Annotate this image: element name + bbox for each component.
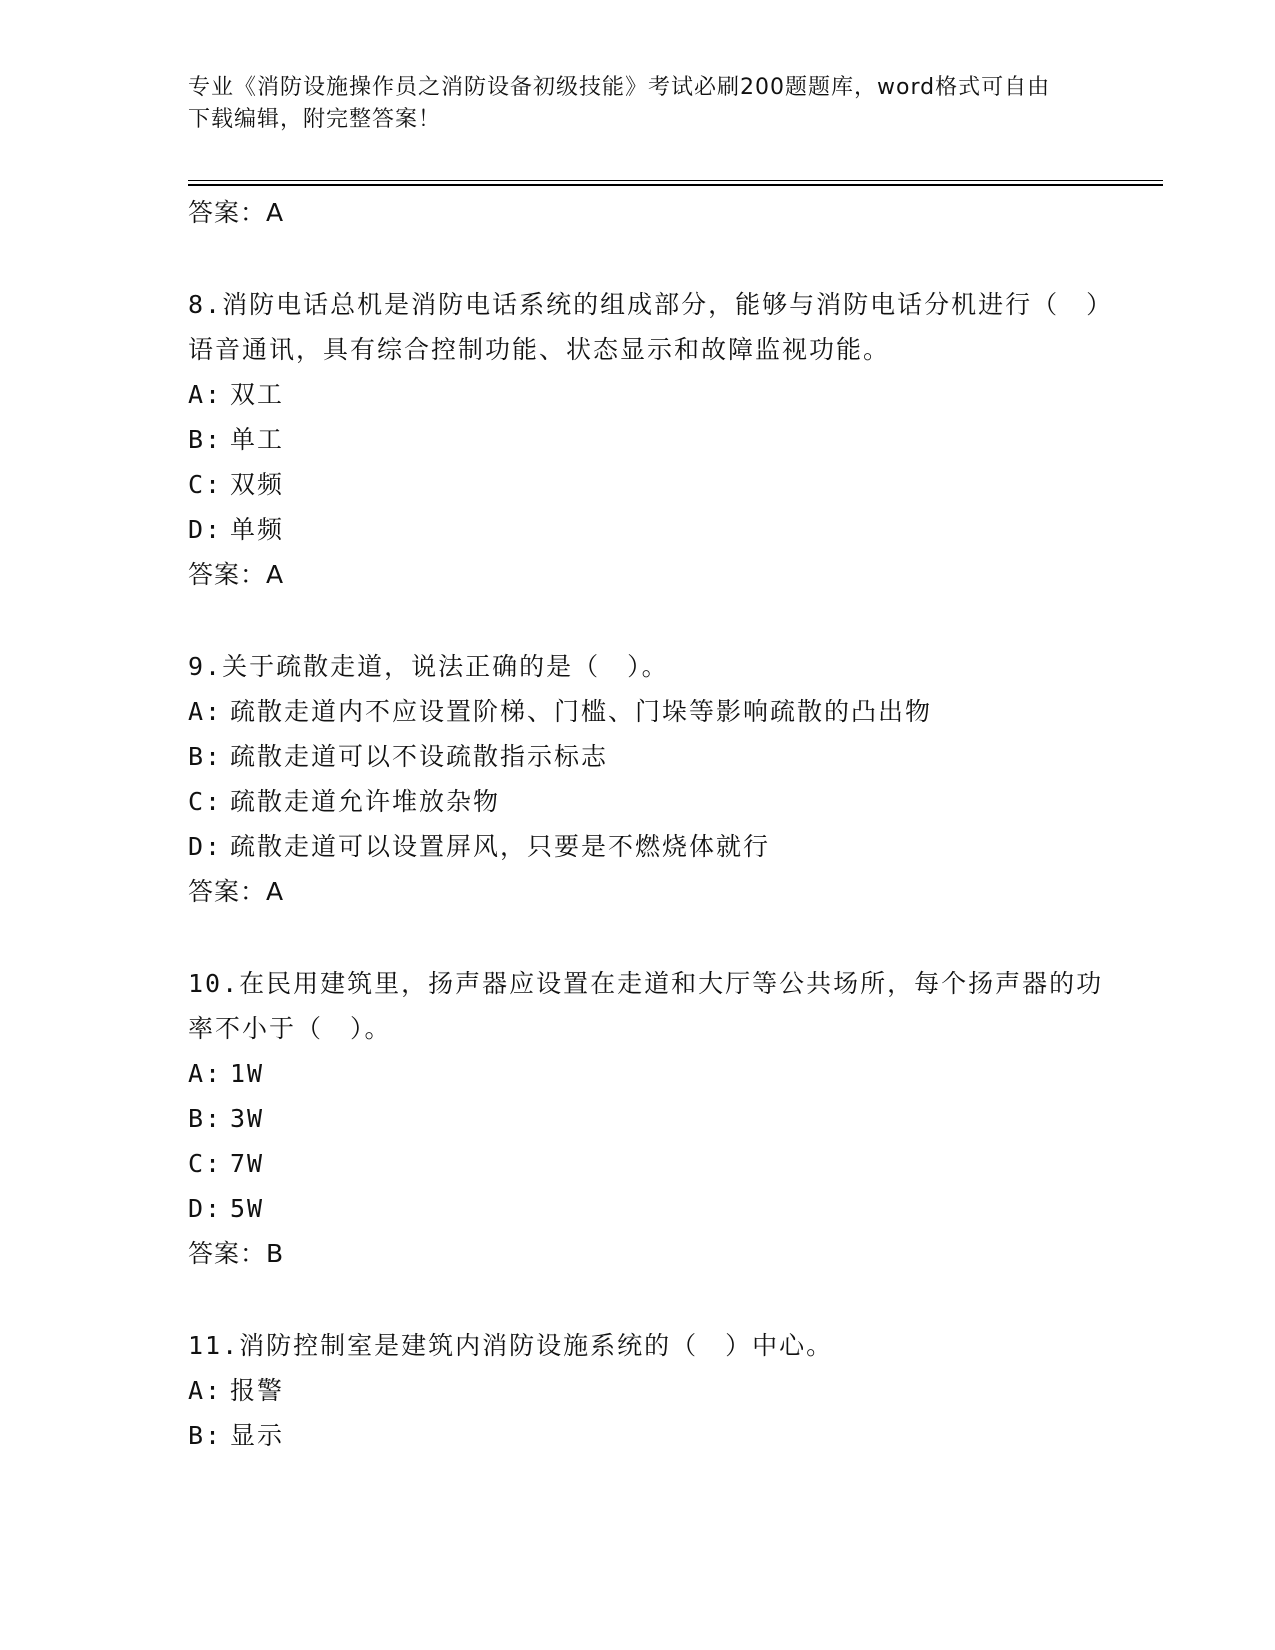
header-rule-thin <box>188 180 1163 181</box>
option-letter: C: <box>188 787 223 816</box>
option-a <box>188 1368 1108 1413</box>
option-d <box>188 1186 1108 1231</box>
option-text: 5W <box>230 1194 265 1223</box>
option-text: 单工 <box>230 425 285 454</box>
option-b <box>188 1413 1108 1458</box>
question-9: 9.关于疏散走道，说法正确的是（ ）。 <box>188 652 669 681</box>
option-d <box>188 507 1108 552</box>
answer-line: 答案：A <box>188 198 285 227</box>
option-a <box>188 1051 1108 1096</box>
option-letter: A: <box>188 1059 223 1088</box>
option-text: 疏散走道内不应设置阶梯、门槛、门垛等影响疏散的凸出物 <box>230 697 933 726</box>
option-letter: D: <box>188 515 223 544</box>
option-letter: A: <box>188 380 223 409</box>
option-b <box>188 417 1108 462</box>
question-11: 11.消防控制室是建筑内消防设施系统的（ ）中心。 <box>188 1331 834 1360</box>
document-header: 专业《消防设施操作员之消防设备初级技能》考试必刷200题题库，word格式可自由下载编辑，附完整答案！ <box>188 75 1051 132</box>
option-c <box>188 779 1108 824</box>
option-letter: C: <box>188 470 223 499</box>
answer-line: 答案：A <box>188 877 285 906</box>
option-text: 双频 <box>230 470 285 499</box>
option-a <box>188 689 1108 734</box>
question-8: 8.消防电话总机是消防电话系统的组成部分，能够与消防电话分机进行（ ）语音通讯，具有综合控制功能、状态显示和故障监视功能。 <box>188 290 1101 364</box>
option-text: 显示 <box>230 1421 285 1450</box>
option-text: 疏散走道可以设置屏风，只要是不燃烧体就行 <box>230 832 771 861</box>
option-letter: B: <box>188 1421 223 1450</box>
option-a <box>188 372 1108 417</box>
option-letter: C: <box>188 1149 223 1178</box>
document-body <box>188 190 1108 1458</box>
option-b <box>188 734 1108 779</box>
option-letter: D: <box>188 832 223 861</box>
option-text: 7W <box>230 1149 265 1178</box>
answer-line: 答案：A <box>188 560 285 589</box>
option-letter: B: <box>188 742 223 771</box>
question-10: 10.在民用建筑里，扬声器应设置在走道和大厅等公共场所，每个扬声器的功率不小于（ ）。 <box>188 969 1104 1043</box>
option-text: 疏散走道允许堆放杂物 <box>230 787 501 816</box>
header-rule-thick <box>188 184 1163 186</box>
answer-line: 答案：B <box>188 1239 285 1268</box>
option-text: 双工 <box>230 380 285 409</box>
option-c <box>188 462 1108 507</box>
option-letter: B: <box>188 425 223 454</box>
option-text: 报警 <box>230 1376 285 1405</box>
option-letter: D: <box>188 1194 223 1223</box>
option-letter: B: <box>188 1104 223 1133</box>
option-letter: A: <box>188 1376 223 1405</box>
option-letter: A: <box>188 697 223 726</box>
option-text: 1W <box>230 1059 265 1088</box>
option-d <box>188 824 1108 869</box>
option-text: 3W <box>230 1104 265 1133</box>
option-c <box>188 1141 1108 1186</box>
option-text: 单频 <box>230 515 285 544</box>
option-text: 疏散走道可以不设疏散指示标志 <box>230 742 609 771</box>
option-b <box>188 1096 1108 1141</box>
